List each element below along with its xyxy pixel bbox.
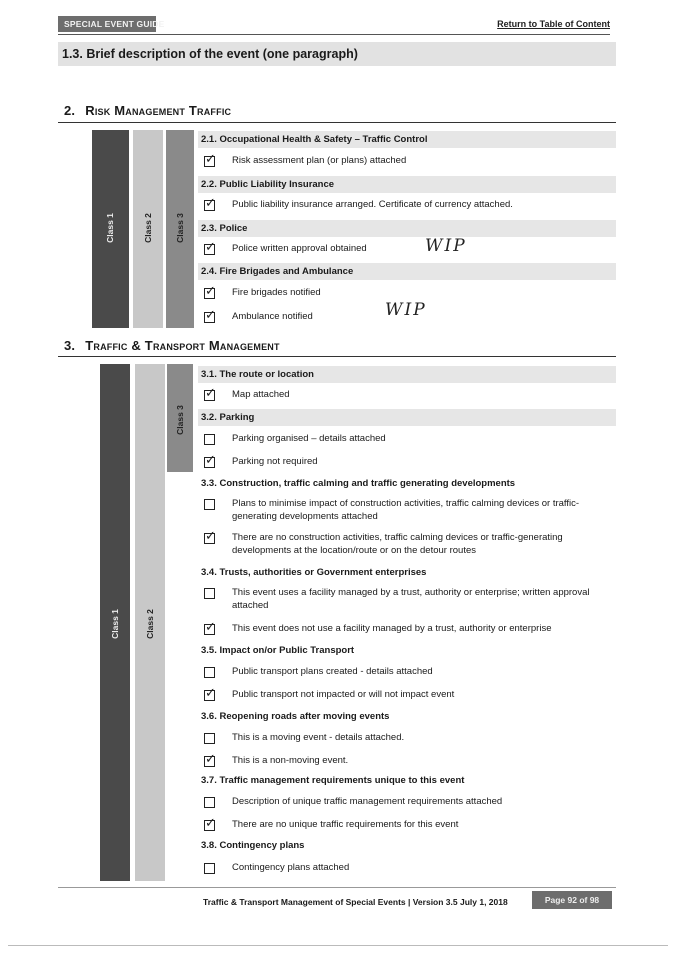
check-mark-icon: ✓: [205, 752, 216, 767]
page-number-badge: Page 92 of 98: [532, 891, 612, 909]
s2-2-title: 2.2. Public Liability Insurance: [201, 179, 335, 190]
checkbox[interactable]: [204, 797, 215, 808]
check-mark-icon: ✓: [205, 284, 216, 299]
section-2-rule: [58, 122, 616, 123]
section-2-title: Risk Management Traffic: [85, 103, 232, 118]
s3-3-title: 3.3. Construction, traffic calming and traffic generating developments: [201, 478, 516, 489]
checkbox[interactable]: [204, 240, 216, 255]
item-text: Ambulance notified: [232, 311, 313, 322]
s3-8-title: 3.8. Contingency plans: [201, 840, 305, 851]
check-mark-icon: ✓: [205, 453, 216, 468]
s3-2-band: [198, 409, 616, 426]
s2-4-title: 2.4. Fire Brigades and Ambulance: [201, 266, 354, 277]
check-mark-icon: ✓: [205, 152, 216, 167]
item-text: Contingency plans attached: [232, 862, 350, 873]
item-text: Public transport plans created - details attached: [232, 666, 433, 677]
item-text: This event does not use a facility managed by a trust, authority or enterprise: [232, 623, 552, 634]
guide-label: SPECIAL EVENT GUIDE: [64, 19, 165, 29]
checkbox[interactable]: [204, 499, 215, 510]
footer-divider: [58, 887, 616, 888]
item-text: Plans to minimise impact of construction activities, traffic calming devices or traffic-generating developments attached: [232, 498, 580, 522]
checkbox[interactable]: [204, 588, 215, 599]
handwritten-wip-ambulance: WIP: [385, 300, 427, 320]
check-mark-icon: ✓: [205, 240, 216, 255]
s2-3-band: [198, 220, 616, 237]
s3-1-band: [198, 366, 616, 383]
checkbox[interactable]: [204, 308, 216, 323]
section-3-title: Traffic & Transport Management: [85, 338, 280, 353]
scan-edge-line: [8, 945, 668, 946]
section-1-3-band: [58, 42, 616, 66]
s2-2-band: [198, 176, 616, 193]
header-divider: [58, 34, 610, 35]
check-mark-icon: ✓: [205, 816, 216, 831]
item-text: There are no construction activities, traffic calming devices or traffic-generating developments at the location/route or on the detour routes: [232, 532, 563, 556]
check-mark-icon: ✓: [205, 620, 216, 635]
checkbox[interactable]: [204, 434, 215, 445]
check-mark-icon: ✓: [205, 529, 216, 544]
checkbox[interactable]: [204, 620, 216, 635]
item-text: This event uses a facility managed by a trust, authority or enterprise; written approval attached: [232, 587, 590, 611]
checkbox[interactable]: [204, 152, 216, 167]
s2-class1-label: Class 1: [105, 213, 115, 243]
s3-6-title: 3.6. Reopening roads after moving events: [201, 711, 390, 722]
s2-3-title: 2.3. Police: [201, 223, 248, 234]
check-mark-icon: ✓: [205, 386, 216, 401]
section-1-3-title: 1.3. Brief description of the event (one paragraph): [62, 47, 358, 61]
item-text: This is a moving event - details attached.: [232, 732, 405, 743]
item-text: There are no unique traffic requirements for this event: [232, 819, 459, 830]
checkbox[interactable]: [204, 529, 216, 544]
handwritten-wip-police: WIP: [425, 236, 467, 256]
s3-class2-label: Class 2: [145, 609, 155, 639]
check-mark-icon: ✓: [205, 308, 216, 323]
s2-class2-label: Class 2: [143, 213, 153, 243]
check-mark-icon: ✓: [205, 686, 216, 701]
s3-7-title: 3.7. Traffic management requirements unique to this event: [201, 775, 465, 786]
item-text: Description of unique traffic management requirements attached: [232, 796, 503, 807]
item-text: This is a non-moving event.: [232, 755, 349, 766]
checkbox[interactable]: [204, 863, 215, 874]
item-text: Parking not required: [232, 456, 318, 467]
check-mark-icon: ✓: [205, 196, 216, 211]
section-3-number: 3.: [64, 338, 76, 353]
item-text: Risk assessment plan (or plans) attached: [232, 155, 407, 166]
s3-1-title: 3.1. The route or location: [201, 369, 314, 380]
s3-class1-label: Class 1: [110, 609, 120, 639]
s2-4-band: [198, 263, 616, 280]
s2-1-band: [198, 131, 616, 148]
section-2-heading: [64, 103, 231, 118]
checkbox[interactable]: [204, 386, 216, 401]
s3-4-title: 3.4. Trusts, authorities or Government enterprises: [201, 567, 427, 578]
s2-class3-label: Class 3: [175, 213, 185, 243]
item-text: Public transport not impacted or will not impact event: [232, 689, 455, 700]
checkbox[interactable]: [204, 752, 216, 767]
item-text: Parking organised – details attached: [232, 433, 386, 444]
checkbox[interactable]: [204, 196, 216, 211]
item-text: Police written approval obtained: [232, 243, 367, 254]
s3-2-title: 3.2. Parking: [201, 412, 255, 423]
item-text: Map attached: [232, 389, 290, 400]
footer-doc-title: Traffic & Transport Management of Special Events | Version 3.5 July 1, 2018: [203, 897, 508, 907]
checkbox[interactable]: [204, 816, 216, 831]
s2-1-title: 2.1. Occupational Health & Safety – Traffic Control: [201, 134, 428, 145]
checkbox[interactable]: [204, 667, 215, 678]
item-text: Public liability insurance arranged. Certificate of currency attached.: [232, 199, 513, 210]
s3-class3-label: Class 3: [175, 405, 185, 435]
checkbox[interactable]: [204, 686, 216, 701]
section-2-number: 2.: [64, 103, 76, 118]
section-3-rule: [58, 356, 616, 357]
checkbox[interactable]: [204, 284, 216, 299]
return-to-toc-link[interactable]: Return to Table of Content: [497, 19, 610, 29]
item-text: Fire brigades notified: [232, 287, 321, 298]
section-3-heading: [64, 338, 280, 353]
checkbox[interactable]: [204, 733, 215, 744]
checkbox[interactable]: [204, 453, 216, 468]
s3-5-title: 3.5. Impact on/or Public Transport: [201, 645, 355, 656]
